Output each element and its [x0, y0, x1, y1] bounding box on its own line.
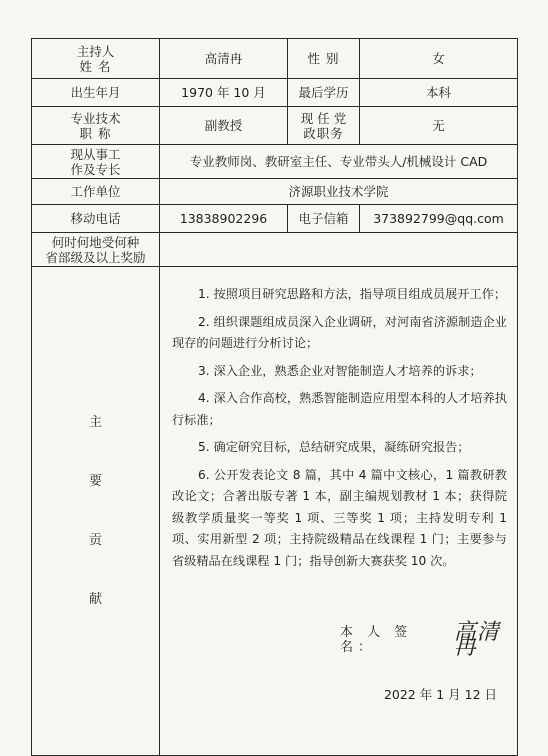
- gender-label: 性 别: [288, 39, 360, 79]
- party-label: 现 任 党 政职务: [288, 107, 360, 145]
- award-label: 何时何地受何种 省部级及以上奖励: [32, 233, 160, 267]
- row-host: [32, 39, 518, 79]
- list-item: 5. 确定研究目标，总结研究成果，凝练研究报告；: [198, 440, 470, 454]
- work-value: 专业教师岗、教研室主任、专业带头人/机械设计 CAD: [160, 145, 518, 179]
- row-contribution: [32, 267, 518, 756]
- signature-label: 本 人 签 名：: [340, 625, 413, 655]
- row-award: [32, 233, 518, 267]
- list-item: 1. 按照项目研究思路和方法，指导项目组成员展开工作；: [198, 287, 507, 301]
- list-item: 3. 深入企业，熟悉企业对智能制造人才培养的诉求；: [198, 363, 482, 378]
- contribution-label-vertical: 主 要 贡 献: [88, 415, 102, 607]
- education-label: 最后学历: [288, 79, 360, 107]
- award-value: [160, 233, 518, 267]
- list-item: 4. 深入合作高校，熟悉智能制造应用型本科的人才培养执行标准；: [172, 391, 507, 427]
- row-contact: [32, 205, 518, 233]
- phone-label: 移动电话: [32, 205, 160, 233]
- work-label: 现从事工 作及专长: [32, 145, 160, 179]
- signature-row: [340, 620, 517, 660]
- education-value: 本科: [360, 79, 518, 107]
- host-name-value: 高清冉: [160, 39, 288, 79]
- title-value: 副教授: [160, 107, 288, 145]
- party-value: 无: [360, 107, 518, 145]
- form-table: [31, 38, 518, 756]
- birth-label: 出生年月: [32, 79, 160, 107]
- unit-label: 工作单位: [32, 179, 160, 205]
- list-item: 6. 公开发表论文 8 篇，其中 4 篇中文核心，1 篇教研教改论文；合著出版专著 1 本，副主编规划教材 1 本；获得院级教学质量奖一等奖 1 项、三等奖 1 项；主持发明专利 1 项、实用新型 2 项；主持院级精品在线课程 1 门；主要参与省级精品在线课程 1 门；指导创新大赛获奖 10 次。: [172, 467, 507, 568]
- host-label: 主持人 姓 名: [32, 39, 160, 79]
- gender-value: 女: [360, 39, 518, 79]
- contribution-label: [32, 267, 160, 756]
- sign-date: 2022 年 1 月 12 日: [383, 687, 497, 702]
- row-work: [32, 145, 518, 179]
- row-unit: [32, 179, 518, 205]
- contribution-content: [160, 267, 518, 756]
- list-item: 2. 组织课题组成员深入企业调研，对河南省济源制造企业现存的问题进行分析讨论；: [172, 314, 507, 350]
- contribution-list: [172, 281, 507, 575]
- row-title: [32, 107, 518, 145]
- title-label: 专业技术 职 称: [32, 107, 160, 145]
- phone-value: 13838902296: [160, 205, 288, 233]
- email-label: 电子信箱: [288, 205, 360, 233]
- email-value: 373892799@qq.com: [360, 205, 518, 233]
- row-birth: [32, 79, 518, 107]
- birth-value: 1970 年 10 月: [160, 79, 288, 107]
- handwritten-signature: 高清冉: [453, 620, 500, 660]
- unit-value: 济源职业技术学院: [160, 179, 518, 205]
